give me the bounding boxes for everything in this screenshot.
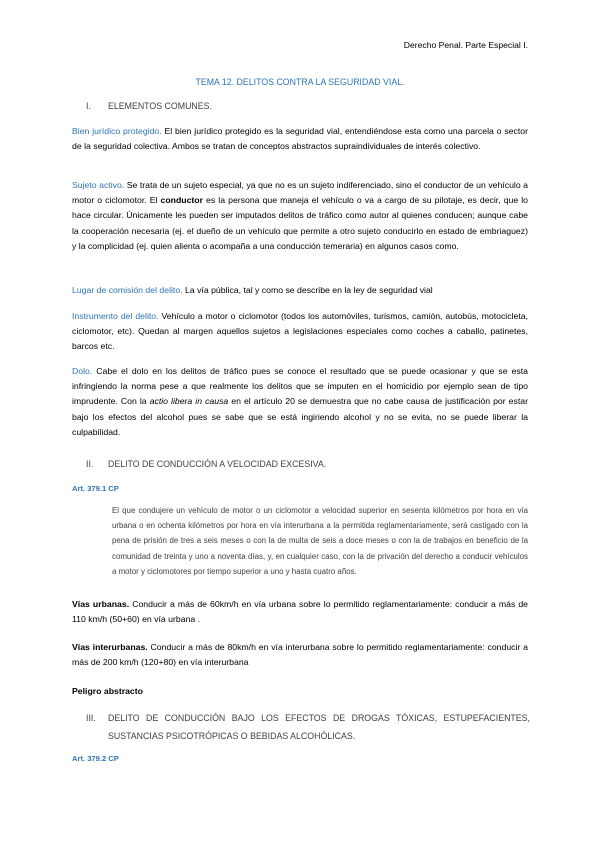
paragraph-sujeto-activo	[72, 178, 528, 254]
term-label: Dolo.	[72, 366, 93, 376]
emphasis-text: conductor	[160, 195, 203, 206]
paragraph-lugar	[72, 283, 528, 298]
paragraph-instrumento	[72, 309, 528, 355]
paragraph-vias-urbanas	[72, 597, 528, 627]
article-reference: Art. 379.1 CP	[72, 484, 119, 493]
paragraph-text: Se trata de un sujeto especial, ya que no es un sujeto indiferenciado, sino el conductor de un vehículo a motor o ciclomotor. El	[72, 180, 528, 206]
term-label: Lugar de comisión del delito.	[72, 285, 183, 295]
paragraph-text: Vehículo a motor o ciclomotor (todos los automóviles, turismos, camión, autobús, motocicleta, ciclomotor, etc). Quedan al margen aquellos sujetos a legislaciones especiales como coches a caballo, patinetes, barcos etc.	[72, 311, 529, 352]
section-title: DELITO DE CONDUCCIÓN BAJO LOS EFECTOS DE DROGAS TÓXICAS, ESTUPEFACIENTES, SUSTANCIAS PSICOTRÓPICAS O BEBIDAS ALCOHÓLICAS.	[108, 713, 530, 741]
paragraph-text: Conducir a más de 80km/h en vía interurbana sobre lo permitido reglamentariamente: conducir a más de 200 km/h (120+80) en vía interurbana	[72, 642, 528, 668]
topic-title: TEMA 12. DELITOS CONTRA LA SEGURIDAD VIAL.	[195, 77, 405, 87]
running-header: Derecho Penal. Parte Especial I.	[403, 40, 528, 50]
section-title: ELEMENTOS COMUNES.	[108, 101, 212, 111]
term-label: Instrumento del delito.	[72, 311, 159, 321]
term-label: Vías interurbanas.	[72, 642, 148, 652]
paragraph-text: Cabe el dolo en los delitos de tráfico pues se conoce el resultado que se puede ocasionar y que se esta infringiendo la norma pese a que realmente los delitos que se imputen en el homicidio por ejemplo sean de tipo imprudente. Con la	[72, 366, 528, 407]
section-number: I.	[86, 101, 91, 111]
paragraph-peligro: Peligro abstracto	[72, 686, 143, 696]
legal-quote: El que condujere un vehículo de motor o un ciclomotor a velocidad superior en sesenta kilómetros por hora en vía urbana o en ochenta kilómetros por hora en vía interurbana a la permitida reglamentariamente, será castigado con la pena de prisión de tres a seis meses o con la de multa de seis a doce meses o con la de trabajos en beneficio de la comunidad de treinta y uno a noventa días, y, en cualquier caso, con la de privación del derecho a conducir vehículos a motor y ciclomotores por tiempo superior a uno y hasta cuatro años.	[112, 506, 528, 576]
paragraph-text: El bien jurídico protegido es la seguridad vial, entendiéndose esta como una parcela o sector de la seguridad colectiva. Ambos se tratan de conceptos abstractos supraindividuales de interés colectivo.	[72, 126, 528, 152]
paragraph-bien-juridico	[72, 124, 528, 154]
paragraph-text: en el artículo 20 se demuestra que no cabe causa de justificación por estar bajo los efectos del alcohol pues se sabe que se está ingiriendo alcohol y no se evita, no se puede liberar la culpabilidad.	[72, 396, 528, 437]
term-label: Sujeto activo.	[72, 180, 125, 190]
paragraph-text: es la persona que maneja el vehículo o va a cargo de su pilotaje, es decir, que lo hace circular. Únicamente les pueden ser imputados delitos de tráfico como autor al quienes conducen; aunque cabe la cooperación necesaria (ej. el dueño de un vehículo que permite a otro sujeto conducirlo en estado de embriaguez) y la complicidad (ej. quien alienta o acompaña a una conducción temeraria) en algunos casos como.	[72, 195, 529, 251]
section-number: II.	[86, 459, 94, 469]
section-number: III.	[86, 713, 96, 723]
article-reference: Art. 379.2 CP	[72, 754, 119, 763]
italic-text: actio libera in causa	[149, 396, 229, 407]
term-label: Vías urbanas.	[72, 599, 130, 609]
section-heading-3	[86, 709, 530, 745]
paragraph-text: Conducir a más de 60km/h en vía urbana sobre lo permitido reglamentariamente: conducir a más de 110 km/h (50+60) en vía urbana .	[72, 599, 529, 625]
paragraph-text: La vía pública, tal y como se describe en la ley de seguridad vial	[182, 285, 433, 295]
section-title: DELITO DE CONDUCCIÓN A VELOCIDAD EXCESIVA.	[108, 459, 327, 469]
paragraph-dolo	[72, 364, 528, 440]
paragraph-vias-interurbanas	[72, 640, 528, 670]
term-label: Bien jurídico protegido.	[72, 126, 162, 136]
